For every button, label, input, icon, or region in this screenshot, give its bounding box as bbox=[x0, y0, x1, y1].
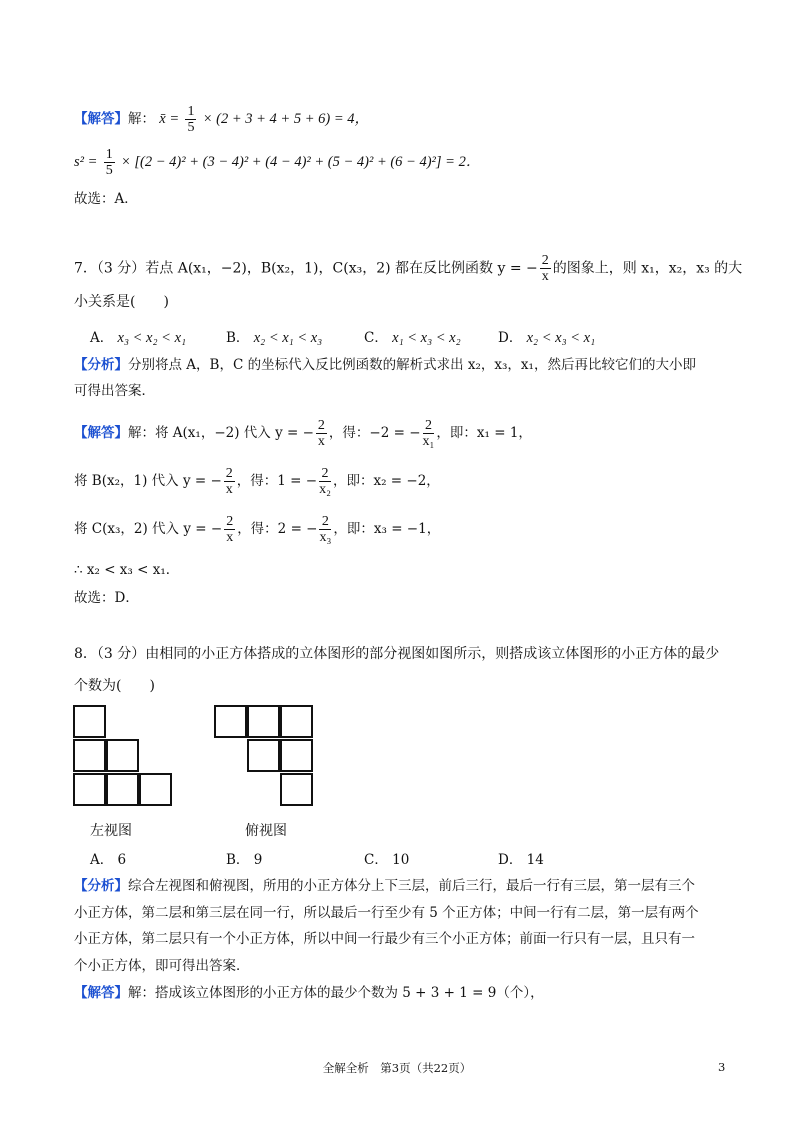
q8-option-a: A． 6 bbox=[90, 852, 127, 868]
q7-stem-fraction: $\frac{2}{x}$ bbox=[541, 253, 549, 284]
answer-tag: 【解答】 bbox=[74, 425, 128, 441]
top-view-cell bbox=[280, 773, 313, 806]
analysis-tag: 【分析】 bbox=[74, 878, 128, 894]
mean-left: x̄ = bbox=[159, 111, 180, 127]
q7-answer-line1: 【解答】解：将 A(x₁，−2) 代入 y = − $\frac{2}{x}$ ，得：−2 = − $\frac{2}{\text{x₁}}$ ，即：x₁ = 1， bbox=[74, 418, 532, 449]
q8-option-b: B． 9 bbox=[226, 852, 263, 868]
top-view-figure bbox=[214, 705, 324, 810]
q7-answer-line2: 将 B(x₂，1) 代入 y = − $\frac{2}{x}$ ，得：1 = − $\frac{2}{\text{x₂}}$ ，即：x₂ = −2， bbox=[74, 466, 440, 497]
q8-answer-line: 【解答】解：搭成该立体图形的小正方体的最少个数为 5 + 3 + 1 = 9（个）， bbox=[74, 985, 544, 1001]
page-footer: 全解全析 第3页（共22页） bbox=[322, 1061, 472, 1075]
q7-stem-line1: 7．（3 分）若点 A(x₁，−2)，B(x₂，1)，C(x₃，2) 都在反比例函数 y = − $\frac{2}{x}$ 的图象上，则 x₁，x₂，x₃ 的大 bbox=[74, 253, 743, 284]
q7-option-d: D． x₂ < x₃ < x₁ bbox=[498, 330, 596, 346]
mean-right: × (2 + 3 + 4 + 5 + 6) = 4， bbox=[202, 111, 369, 127]
q8-analysis-line1: 【分析】综合左视图和俯视图，所用的小正方体分上下三层，前后三行，最后一行有三层，第一层有三个 bbox=[74, 878, 695, 894]
left-view-cell bbox=[73, 773, 106, 806]
q8-option-c: C． 10 bbox=[364, 852, 410, 868]
q7-conclusion: ∴ x₂ < x₃ < x₁． bbox=[74, 562, 180, 578]
top-view-caption: 俯视图 bbox=[245, 823, 287, 839]
top-view-cell bbox=[247, 739, 280, 772]
q7-stem-line2: 小关系是( ) bbox=[74, 294, 169, 310]
q8-stem-line2: 个数为( ) bbox=[74, 678, 155, 694]
top-view-cell bbox=[280, 705, 313, 738]
q8-option-d: D． 14 bbox=[498, 852, 544, 868]
q7-analysis-line1: 【分析】分别将点 A，B，C 的坐标代入反比例函数的解析式求出 x₂，x₃，x₁，然后再比较它们的大小即 bbox=[74, 357, 696, 373]
answer-lead: 解： bbox=[128, 111, 155, 127]
q8-analysis-line4: 个小正方体，即可得出答案． bbox=[74, 958, 250, 974]
mean-fraction: $\frac{1}{5}$ bbox=[187, 104, 195, 135]
q7-answer-line3: 将 C(x₃，2) 代入 y = − $\frac{2}{x}$ ，得：2 = − $\frac{2}{\text{x₃}}$ ，即：x₃ = −1， bbox=[74, 514, 441, 545]
left-view-cell bbox=[73, 739, 106, 772]
analysis-tag: 【分析】 bbox=[74, 357, 128, 373]
answer-tag: 【解答】 bbox=[74, 111, 128, 127]
left-view-cell bbox=[139, 773, 172, 806]
variance-right: × [(2 − 4)² + (3 − 4)² + (4 − 4)² + (5 − 4)² + (6 − 4)²] = 2． bbox=[121, 154, 481, 170]
left-view-figure bbox=[73, 705, 183, 810]
q6-variance-line bbox=[74, 147, 480, 178]
q7-analysis-line2: 可得出答案． bbox=[74, 383, 155, 399]
q7-option-b: B． x₂ < x₁ < x₃ bbox=[226, 330, 323, 346]
q8-analysis-line3: 小正方体，第二层只有一个小正方体，所以中间一行最少有三个小正方体；前面一行只有一层，且只有一 bbox=[74, 931, 695, 947]
left-view-cell bbox=[106, 739, 139, 772]
q7-choice: 故选：D． bbox=[74, 590, 139, 606]
answer-tag: 【解答】 bbox=[74, 985, 128, 1001]
left-view-caption: 左视图 bbox=[90, 823, 132, 839]
left-view-cell bbox=[73, 705, 106, 738]
q8-analysis-line2: 小正方体，第二层和第三层在同一行，所以最后一行至少有 5 个正方体；中间一行有二层，第一层有两个 bbox=[74, 905, 699, 921]
top-view-cell bbox=[247, 705, 280, 738]
q7-option-c: C． x₁ < x₃ < x₂ bbox=[364, 330, 461, 346]
q6-mean-line bbox=[74, 104, 369, 135]
q6-choice: 故选：A． bbox=[74, 191, 138, 207]
left-view-cell bbox=[106, 773, 139, 806]
q8-stem-line1: 8．（3 分）由相同的小正方体搭成的立体图形的部分视图如图所示，则搭成该立体图形的小正方体的最少 bbox=[74, 646, 720, 662]
q7-option-a: A． x₃ < x₂ < x₁ bbox=[90, 330, 187, 346]
variance-fraction: $\frac{1}{5}$ bbox=[105, 147, 113, 178]
top-view-cell bbox=[214, 705, 247, 738]
page-number: 3 bbox=[718, 1060, 726, 1074]
top-view-cell bbox=[280, 739, 313, 772]
variance-left: s² = bbox=[74, 154, 98, 170]
